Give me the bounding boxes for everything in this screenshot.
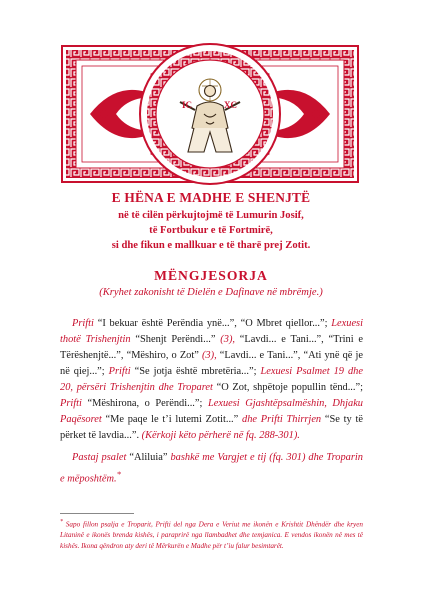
rubric-text: Prifti bbox=[60, 398, 82, 409]
body-text bbox=[60, 316, 363, 487]
page-title: E HËNA E MADHE E SHENJTË bbox=[111, 190, 311, 205]
rubric-text: (3), bbox=[220, 334, 236, 345]
subtitle-line-1: në të cilën përkujtojmë të Lumurin Josif, bbox=[118, 210, 304, 221]
paragraph-aliluia bbox=[60, 450, 363, 487]
rubric-text: Lexuesi Psalmet 19 dhe 20, përsëri Trishenjtin dhe Troparet bbox=[60, 366, 363, 393]
icon-monogram-left: IC bbox=[182, 100, 193, 110]
icon-monogram-right: XC bbox=[224, 100, 237, 110]
footnote-separator bbox=[60, 513, 134, 514]
rubric-text: dhe Prifti Thirrjen bbox=[242, 414, 322, 425]
liturgical-text: “Shenjt Perëndi...” bbox=[130, 334, 221, 345]
footnote-marker: * bbox=[60, 519, 63, 525]
footnote-text: Sapo fillon psalja e Troparit, Prifti del nga Dera e Veriut me ikonën e Krishtit Dhëndër dhe kryen Litaninë e ikonës brenda kishës, i paraprirë nga llambadhet dhe temjanica. E vendos ikonën në mes të kishës. Ikona qëndron aty deri të Mërkurën e Madhe për t’iu falur besimtarët. bbox=[60, 520, 364, 551]
rubric-text: Lexuesi thotë Trishenjtin bbox=[60, 318, 363, 345]
subtitle-line-3: si dhe fikun e mallkuar e të tharë prej Zotit. bbox=[111, 240, 311, 252]
liturgical-text: “Se ty të përket të lavdia...”. bbox=[60, 414, 363, 441]
rubric-text: (Kërkoji këto përherë në fq. 288-301). bbox=[141, 430, 300, 441]
rubric-text: Prifti bbox=[108, 366, 131, 377]
rubric-text: (3), bbox=[201, 350, 217, 361]
liturgical-text: “Lavdi... e Tani...”, “Trini e Tërëshenjtë...”, bbox=[60, 334, 363, 361]
liturgical-text: “Mëshirona, o Perëndi...”; bbox=[81, 398, 208, 409]
liturgical-text: “I bekuar është Perëndia ynë...”, “O Mbret qiellor...”; bbox=[93, 318, 332, 329]
liturgical-text: “Me paqe le t’i lutemi Zotit...” bbox=[101, 414, 243, 425]
rubric-text: Pastaj psalet bbox=[72, 452, 127, 463]
paragraph-rubrics bbox=[60, 316, 363, 444]
section-title: MËNGJESORJA bbox=[154, 267, 268, 283]
liturgical-text: “Se jotja është mbretëria...”; bbox=[130, 366, 261, 377]
rubric-text: bashkë me Vargjet e tij (fq. 301) dhe Troparin e mëposhtëm. bbox=[60, 452, 363, 485]
christ-icon bbox=[164, 68, 256, 160]
title-block bbox=[30, 190, 392, 298]
liturgical-text: “Mëshiro, o Zot” bbox=[126, 350, 202, 361]
footnote bbox=[60, 517, 363, 552]
liturgical-text: “O Zot, shpëtoje popullin tënd...”; bbox=[212, 382, 363, 393]
rubric-text: * bbox=[116, 469, 121, 479]
liturgical-text: “Lavdi... e Tani...”, “Ati ynë që je në qiej...”; bbox=[60, 350, 363, 377]
liturgical-text: “Aliluia” bbox=[126, 452, 171, 463]
subtitle-line-2: të Fortbukur e të Fortmirë, bbox=[149, 225, 273, 237]
rubric-text: Lexuesi Gjashtëpsalmëshin, Dhjaku Paqësoret bbox=[60, 398, 363, 425]
rubric-text: Prifti bbox=[72, 318, 94, 329]
header-ornament bbox=[60, 38, 360, 190]
section-note: (Kryhet zakonisht të Dielën e Dafinave në mbrëmje.) bbox=[99, 286, 323, 298]
